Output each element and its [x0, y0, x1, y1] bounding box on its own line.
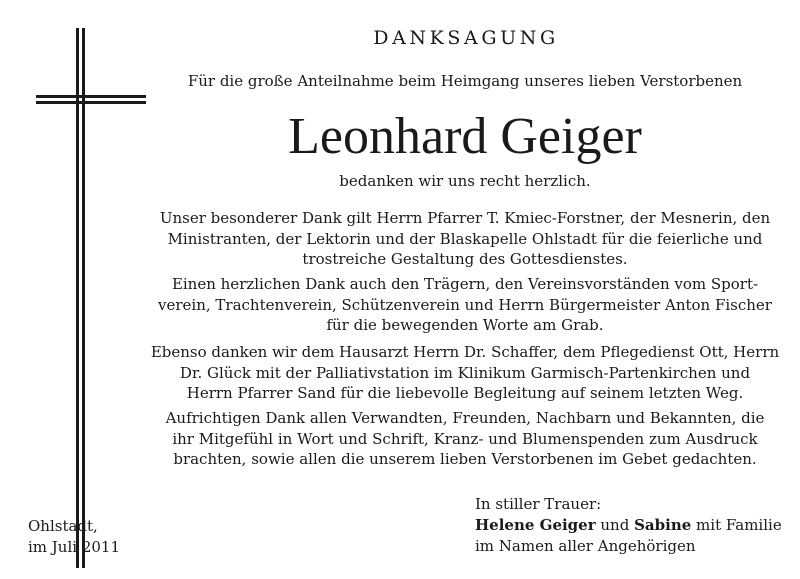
paragraph-line: brachten, sowie allen die unserem lieben Verstorbenen im Gebet gedachten. [173, 450, 757, 468]
signature-opening: In stiller Trauer: [475, 495, 602, 513]
paragraph-line: Einen herzlichen Dank auch den Trägern, den Vereinsvorständen vom Sport- [171, 275, 759, 293]
thanks-paragraph-relatives [150, 408, 780, 470]
paragraph-line: Aufrichtigen Dank allen Verwandten, Freunden, Nachbarn und Bekannten, die [165, 409, 765, 427]
thanks-paragraph-associations [150, 274, 780, 336]
paragraph-line: Dr. Glück mit der Palliativstation im Klinikum Garmisch-Partenkirchen und [179, 363, 751, 382]
paragraph-line: ihr Mitgefühl in Wort und Schrift, Kranz- und Blumenspenden zum Ausdruck [172, 429, 758, 448]
paragraph-line: Unser besonderer Dank gilt Herrn Pfarrer T. Kmiec-Forstner, der Mesnerin, den [159, 209, 771, 227]
paragraph-line: für die bewegenden Worte am Grab. [326, 316, 604, 334]
paragraph-line: verein, Trachtenverein, Schützenverein und Herrn Bürgermeister Anton Fischer [158, 295, 772, 314]
date: im Juli 2011 [28, 538, 120, 556]
place-and-date [28, 516, 120, 558]
paragraph-line: Ministranten, der Lektorin und der Blaskapelle Ohlstadt für die feierliche und [167, 229, 763, 248]
place: Ohlstadt, [28, 517, 98, 535]
thanks-paragraph-caregivers [150, 342, 780, 404]
signature-closing: im Namen aller Angehörigen [475, 537, 696, 555]
cross-icon [36, 28, 146, 568]
notice-heading: DANKSAGUNG [373, 27, 559, 49]
paragraph-line: Herrn Pfarrer Sand für die liebevolle Begleitung auf seinem letzten Weg. [186, 384, 744, 402]
mourner-name-2: Sabine [634, 516, 692, 534]
signature-suffix: mit Familie [691, 516, 782, 534]
thanks-paragraph-clergy [150, 208, 780, 270]
thanks-line: bedanken wir uns recht herzlich. [339, 172, 591, 190]
signature-names [475, 515, 782, 536]
mourner-name-1: Helene Geiger [475, 516, 596, 534]
paragraph-line: trostreiche Gestaltung des Gottesdienstes. [302, 250, 628, 268]
signature-connector: und [595, 516, 635, 534]
signature-block [475, 494, 782, 557]
intro-text: Für die große Anteilnahme beim Heimgang unseres lieben Verstorbenen [187, 72, 743, 90]
paragraph-line: Ebenso danken wir dem Hausarzt Herrn Dr. Schaffer, dem Pflegedienst Ott, Herrn [150, 343, 780, 361]
deceased-name: Leonhard Geiger [288, 108, 642, 165]
